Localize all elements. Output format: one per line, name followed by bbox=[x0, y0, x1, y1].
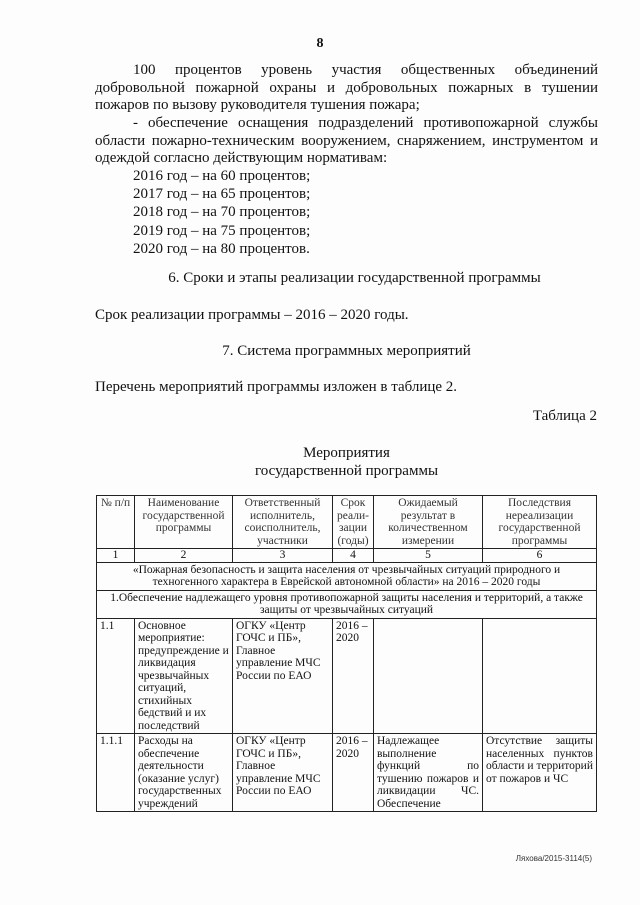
equipment-line: одеждой согласно действующим нормативам: bbox=[95, 150, 388, 166]
page-number: 8 bbox=[316, 36, 324, 51]
equipment-line: области пожарно-техническим вооружением, снаряжением, инструментом и bbox=[95, 132, 598, 149]
year-target: 2018 год – на 70 процентов; bbox=[133, 204, 311, 221]
equipment-line: - обеспечение оснащения подразделений противопожарной службы bbox=[133, 115, 598, 131]
year-target: 2016 год – на 60 процентов; bbox=[133, 168, 311, 184]
row-result: Надлежащее выполнение функций по тушению пожаров и ликвидации ЧС. Обеспечение bbox=[374, 734, 483, 812]
row-term: 2016 – 2020 bbox=[333, 734, 374, 812]
column-number-row bbox=[97, 549, 597, 563]
column-number: 1 bbox=[97, 549, 135, 563]
year-target: 2019 год – на 75 процентов; bbox=[133, 222, 311, 239]
table-title-line: государственной программы bbox=[254, 463, 439, 479]
table-title bbox=[95, 444, 598, 480]
year-target: 2017 год – на 65 процентов; bbox=[133, 186, 311, 203]
table-label: Таблица 2 bbox=[532, 408, 597, 424]
year-target: 2020 год – на 80 процентов. bbox=[133, 240, 310, 257]
row-number: 1.1 bbox=[97, 618, 135, 734]
header-term: Срок реали-зации (годы) bbox=[333, 496, 374, 549]
header-name: Наименование государственной программы bbox=[135, 496, 233, 549]
row-term: 2016 – 2020 bbox=[333, 618, 374, 734]
column-number: 6 bbox=[483, 549, 597, 563]
column-number: 3 bbox=[233, 549, 333, 563]
table-title-line: Мероприятия bbox=[303, 445, 390, 461]
row-executor: ОГКУ «Центр ГОЧС и ПБ», Главное управление МЧС России по ЕАО bbox=[233, 618, 333, 734]
subprogram-row bbox=[97, 590, 597, 618]
row-consequence bbox=[483, 618, 597, 734]
year-targets-list bbox=[133, 167, 310, 258]
program-title: «Пожарная безопасность и защита населения от чрезвычайных ситуаций природного и техногенного характера в Еврейской автономной области» на 2016 – 2020 годы bbox=[97, 562, 597, 590]
equipment-paragraph bbox=[95, 115, 598, 168]
table-row bbox=[97, 618, 597, 734]
section-7-heading: 7. Система программных мероприятий bbox=[222, 343, 471, 359]
row-result bbox=[374, 618, 483, 734]
header-number: № п/п bbox=[97, 496, 135, 549]
intro-line: добровольной пожарной охраны и добровольных пожарных в тушении bbox=[95, 79, 598, 96]
section-6-text: Срок реализации программы – 2016 – 2020 годы. bbox=[95, 307, 409, 323]
column-number: 5 bbox=[374, 549, 483, 563]
column-number: 2 bbox=[135, 549, 233, 563]
intro-line: пожаров по вызову руководителя тушения пожара; bbox=[95, 97, 420, 113]
header-result: Ожидаемый результат в количественном измерении bbox=[374, 496, 483, 549]
table-row bbox=[97, 734, 597, 812]
row-name: Основное мероприятие: предупреждение и ликвидация чрезвычайных ситуаций, стихийных бедствий и их последствий bbox=[135, 618, 233, 734]
row-name: Расходы на обеспечение деятельности (оказание услуг) государственных учреждений bbox=[135, 734, 233, 812]
header-executor: Ответственный исполнитель, соисполнитель, участники bbox=[233, 496, 333, 549]
row-consequence: Отсутствие защиты населенных пунктов области и территорий от пожаров и ЧС bbox=[483, 734, 597, 812]
program-row bbox=[97, 562, 597, 590]
measures-table bbox=[96, 495, 597, 812]
intro-paragraph bbox=[95, 62, 598, 115]
row-number: 1.1.1 bbox=[97, 734, 135, 812]
subprogram-title: 1.Обеспечение надлежащего уровня противопожарной защиты населения и территорий, а также защиты от чрезвычайных ситуаций bbox=[97, 590, 597, 618]
header-consequence: Последствия нереализации государственной программы bbox=[483, 496, 597, 549]
table-header-row bbox=[97, 496, 597, 549]
intro-line: 100 процентов уровень участия общественных объединений bbox=[133, 62, 598, 78]
section-6-heading: 6. Сроки и этапы реализации государственной программы bbox=[168, 270, 541, 286]
document-footer-code: Ляхова/2015-3114(5) bbox=[515, 854, 592, 863]
column-number: 4 bbox=[333, 549, 374, 563]
row-executor: ОГКУ «Центр ГОЧС и ПБ», Главное управление МЧС России по ЕАО bbox=[233, 734, 333, 812]
section-7-text: Перечень мероприятий программы изложен в таблице 2. bbox=[95, 379, 458, 395]
